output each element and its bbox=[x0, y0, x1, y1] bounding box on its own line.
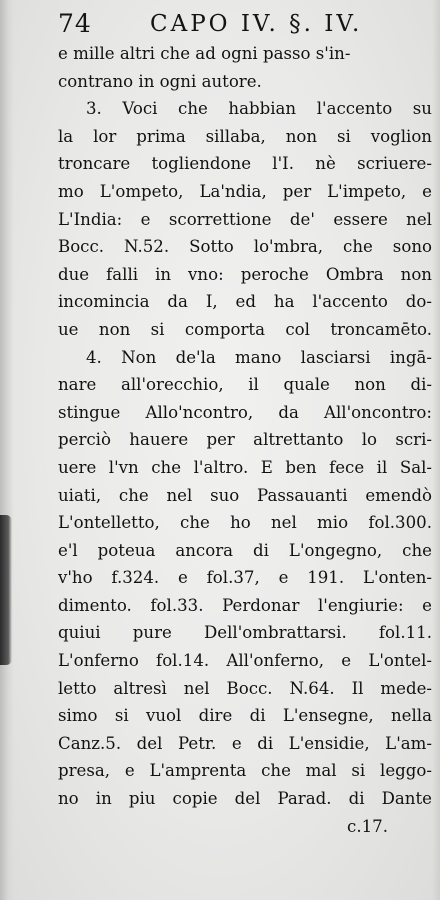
text-line: presa, e L'amprenta che mal si leggo- bbox=[58, 761, 432, 781]
page-edge-right bbox=[432, 0, 440, 900]
page-gutter-shadow bbox=[0, 0, 14, 900]
text-line: dimento. fol.33. Perdonar l'engiurie: e bbox=[58, 595, 432, 615]
text-line: perciò hauere per altrettanto lo scri- bbox=[58, 430, 432, 450]
text-line: 3. Voci che habbian l'accento su bbox=[86, 99, 432, 119]
text-line: contrano in ogni autore. bbox=[58, 71, 262, 91]
text-line: uiati, che nel suo Passauanti emendò bbox=[58, 485, 432, 505]
running-head: CAPO IV. §. IV. bbox=[150, 11, 363, 37]
text-line: stingue Allo'ncontro, da All'oncontro: bbox=[58, 402, 432, 422]
text-line: due falli in vno: peroche Ombra non bbox=[58, 264, 432, 284]
text-line: la lor prima sillaba, non si voglion bbox=[58, 126, 432, 146]
page-edge-tab bbox=[0, 515, 12, 665]
text-line: simo si vuol dire di L'ensegne, nella bbox=[58, 706, 432, 726]
text-line: Canz.5. del Petr. e di L'ensidie, L'am- bbox=[58, 733, 432, 753]
text-line: ue non si comporta col troncamēto. bbox=[58, 319, 432, 339]
text-line: quiui pure Dell'ombrattarsi. fol.11. bbox=[58, 623, 432, 643]
text-line: mo L'ompeto, La'ndia, per L'impeto, e bbox=[58, 181, 432, 201]
text-line: nare all'orecchio, il quale non di- bbox=[58, 375, 432, 395]
catchword: c.17. bbox=[347, 816, 388, 836]
text-line: incomincia da I, ed ha l'accento do- bbox=[58, 292, 432, 312]
text-line: uere l'vn che l'altro. E ben fece il Sal- bbox=[58, 457, 432, 477]
text-line: letto altresì nel Bocc. N.64. Il mede- bbox=[58, 678, 432, 698]
page-number: 74 bbox=[58, 9, 92, 38]
text-line: troncare togliendone l'I. nè scriuere- bbox=[58, 154, 432, 174]
body-text bbox=[58, 40, 432, 840]
text-line: e'l poteua ancora di L'ongegno, che bbox=[58, 540, 432, 560]
text-line: Bocc. N.52. Sotto lo'mbra, che sono bbox=[58, 237, 432, 257]
text-line: 4. Non de'la mano lasciarsi ingā- bbox=[86, 347, 432, 367]
text-line: v'ho f.324. e fol.37, e 191. L'onten- bbox=[58, 568, 432, 588]
text-line: L'onferno fol.14. All'onferno, e L'ontel- bbox=[58, 651, 432, 671]
text-line: L'India: e scorrettione de' essere nel bbox=[58, 209, 432, 229]
text-line: e mille altri che ad ogni passo s'in- bbox=[58, 44, 351, 63]
text-line: L'ontelletto, che ho nel mio fol.300. bbox=[58, 513, 432, 533]
text-line: no in piu copie del Parad. di Dante bbox=[58, 789, 432, 809]
page-header bbox=[58, 8, 428, 40]
